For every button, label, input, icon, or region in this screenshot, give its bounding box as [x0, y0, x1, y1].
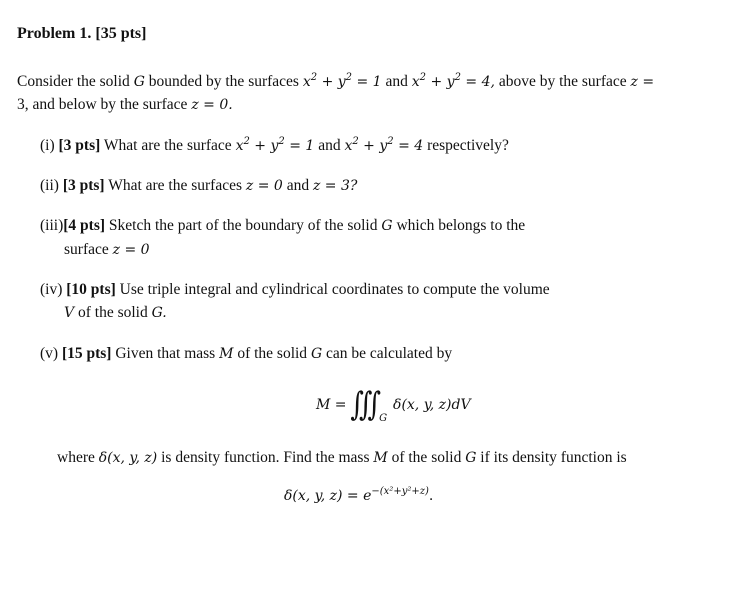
part-ii-eq-1: z = 0: [245, 178, 283, 194]
part-iii-var-g: G: [381, 218, 393, 234]
part-v-text-a: Given that mass: [115, 345, 216, 362]
density-formula: [284, 488, 433, 505]
intro-text-c: above by the surface: [498, 73, 627, 90]
where-text-d: if its density function is: [480, 449, 627, 466]
part-iv-text-a: Use triple integral and cylindrical coordinates to compute the volume: [119, 281, 550, 298]
part-ii-and: and: [286, 177, 310, 194]
where-var-g: G: [465, 450, 477, 466]
mass-formula-rhs: δ(x, y, z)dV: [393, 397, 471, 413]
intro-cylinder-1: $x^2 + y^2 = 1$: [302, 72, 382, 90]
intro-line-1: [17, 72, 654, 92]
where-line: [57, 448, 627, 468]
intro-text-a: Consider the solid: [17, 73, 130, 90]
where-density: δ(x, y, z): [98, 450, 158, 466]
part-v: [40, 344, 452, 364]
part-i-label: (i): [40, 137, 55, 154]
part-iv-text-b: of the solid: [78, 304, 148, 321]
mass-formula: [316, 386, 471, 424]
where-text-a: where: [57, 449, 95, 466]
intro-and: and: [385, 73, 408, 90]
mass-formula-lhs: M =: [316, 397, 347, 413]
density-end: .: [428, 488, 434, 504]
part-v-var-g: G: [310, 346, 323, 362]
part-iv-points: [10 pts]: [66, 281, 116, 298]
intro-eq-z0: z = 0.: [191, 97, 233, 113]
part-v-text-b: of the solid: [237, 345, 308, 362]
part-iv-line-2: [64, 303, 167, 323]
where-text-c: of the solid: [391, 449, 462, 466]
part-iv-label: (iv): [40, 281, 63, 298]
part-ii-points: [3 pts]: [62, 177, 105, 194]
part-i-eq-2: $x^2 + y^2 = 4$: [344, 136, 424, 154]
intro-z: z =: [630, 74, 655, 90]
part-ii-text-a: What are the surfaces: [108, 177, 243, 194]
part-iii-eq: z = 0: [112, 242, 150, 258]
intro-var-g: G: [133, 74, 145, 90]
part-iv-var-g: G.: [151, 305, 167, 321]
part-v-label: (v): [40, 345, 59, 362]
part-i-points: [3 pts]: [58, 137, 101, 154]
part-iv: [40, 280, 550, 300]
part-iii-label: (iii): [40, 217, 64, 234]
part-v-text-c: can be calculated by: [326, 345, 453, 362]
intro-text-line2: 3, and below by the surface: [17, 96, 188, 113]
part-iii-points: [4 pts]: [63, 217, 106, 234]
where-text-b: is density function. Find the mass: [161, 449, 370, 466]
part-ii: [40, 176, 357, 196]
where-var-m: M: [373, 450, 388, 466]
part-i-and: and: [318, 137, 341, 154]
density-lhs: δ(x, y, z) = e: [284, 488, 372, 504]
part-i-text-b: respectively?: [427, 137, 509, 154]
part-i: [40, 136, 509, 156]
part-ii-label: (ii): [40, 177, 59, 194]
intro-text-b: bounded by the surfaces: [148, 73, 299, 90]
part-v-var-m: M: [219, 346, 234, 362]
part-v-points: [15 pts]: [61, 345, 112, 362]
part-iii: [40, 216, 525, 236]
problem-title: Problem 1. [35 pts]: [17, 25, 147, 42]
part-iii-line-2: [64, 240, 150, 260]
part-i-eq-1: $x^2 + y^2 = 1$: [235, 136, 315, 154]
part-iii-text-b: which belongs to the: [396, 217, 526, 234]
integral-subscript: G: [379, 412, 388, 424]
part-ii-eq-2: z = 3?: [312, 178, 358, 194]
part-iv-var-v: V: [64, 305, 75, 321]
part-i-text-a: What are the surface: [103, 137, 232, 154]
part-iii-surface: surface: [64, 241, 109, 258]
density-exponent: −(x²+y²+z): [371, 486, 429, 497]
triple-integral-symbol: ∭: [350, 386, 382, 424]
intro-cylinder-2: $x^2 + y^2 = 4$,: [411, 72, 495, 90]
part-iii-text-a: Sketch the part of the boundary of the solid: [108, 217, 378, 234]
intro-line-2: [17, 95, 233, 115]
